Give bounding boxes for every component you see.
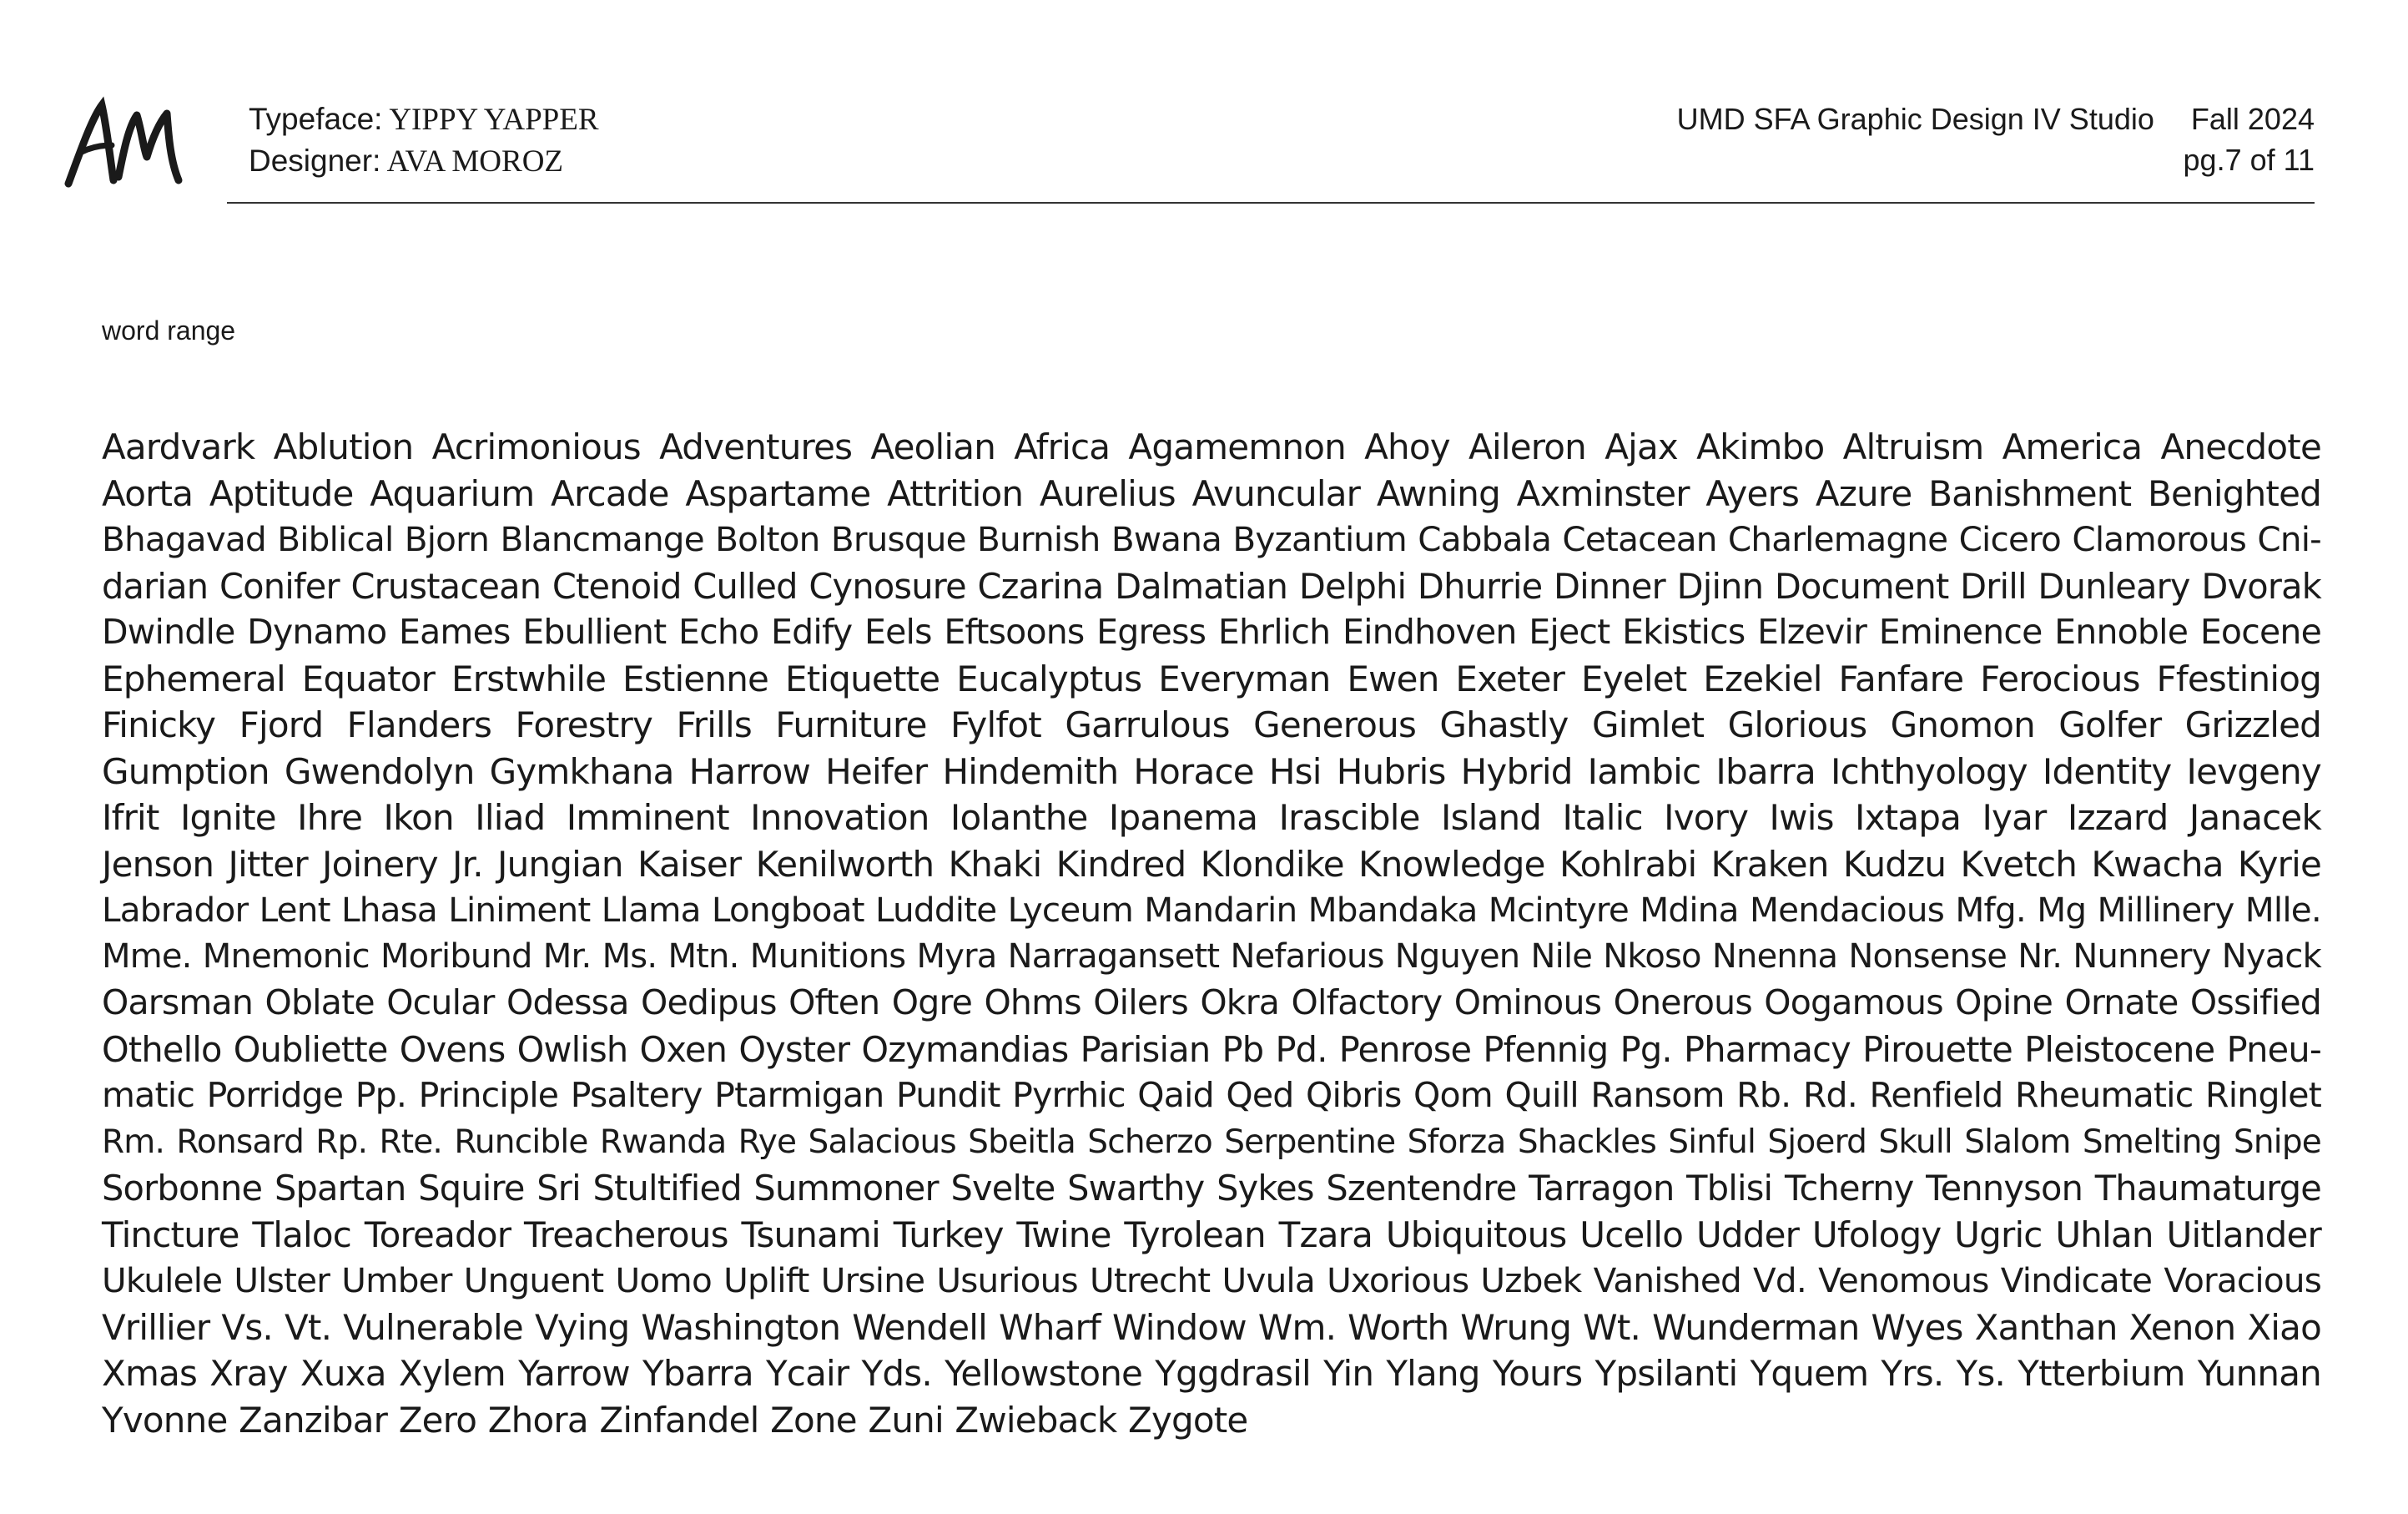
specimen-line: Gumption Gwendolyn Gymkhana Harrow Heifer Hindemith Horace Hsi Hubris Hybrid Iambic Ibarra Ichthyology Identity Ievgeny bbox=[102, 750, 2321, 792]
specimen-line: Jenson Jitter Joinery Jr. Jungian Kaiser Kenilworth Khaki Kindred Klondike Knowledge Kohlrabi Kraken Kudzu Kvetch Kwacha Kyrie bbox=[102, 843, 2321, 885]
specimen-line: Bhagavad Biblical Bjorn Blancmange Bolton Brusque Burnish Bwana Byzantium Cabbala Cetacean Charlemagne Cicero Clamorous Cni- bbox=[102, 519, 2321, 559]
specimen-line: Mme. Mnemonic Moribund Mr. Ms. Mtn. Munitions Myra Narragansett Nefarious Nguyen Nile Nkoso Nnenna Nonsense Nr. Nunnery Nyack bbox=[102, 936, 2321, 976]
specimen-line: Vrillier Vs. Vt. Vulnerable Vying Washington Wendell Wharf Window Wm. Worth Wrung Wt. Wunderman Wyes Xanthan Xenon Xiao bbox=[102, 1306, 2321, 1348]
specimen-line: Ephemeral Equator Erstwhile Estienne Etiquette Eucalyptus Everyman Ewen Exeter Eyelet Ezekiel Fanfare Ferocious Ffestiniog bbox=[102, 658, 2321, 699]
monogram-am-icon bbox=[63, 93, 197, 194]
term: Fall 2024 bbox=[2190, 102, 2315, 136]
page-indicator: pg.7 of 11 bbox=[2183, 143, 2315, 177]
typeface-name: YIPPY YAPPER bbox=[389, 103, 599, 137]
designer-label: Designer: bbox=[249, 144, 381, 178]
header-divider bbox=[227, 202, 2315, 204]
typeface-line bbox=[249, 98, 599, 140]
specimen-line: darian Conifer Crustacean Ctenoid Culled Cynosure Czarina Dalmatian Delphi Dhurrie Dinner Djinn Document Drill Dunleary Dvorak bbox=[102, 565, 2321, 607]
specimen-line: Dwindle Dynamo Eames Ebullient Echo Edify Eels Eftsoons Egress Ehrlich Eindhoven Eject Ekistics Elzevir Eminence Ennoble Eocene bbox=[102, 612, 2321, 652]
specimen-line: Othello Oubliette Ovens Owlish Oxen Oyster Ozymandias Parisian Pb Pd. Penrose Pfennig Pg. Pharmacy Pirouette Pleistocene Pneu- bbox=[102, 1028, 2321, 1070]
specimen-line: Oarsman Oblate Ocular Odessa Oedipus Often Ogre Ohms Oilers Okra Olfactory Ominous Onerous Oogamous Opine Ornate Ossified bbox=[102, 982, 2321, 1022]
typeface-label: Typeface: bbox=[249, 102, 383, 136]
designer-name: AVA MOROZ bbox=[386, 144, 564, 179]
specimen-line: Aardvark Ablution Acrimonious Adventures Aeolian Africa Agamemnon Ahoy Aileron Ajax Akimbo Altruism America Anecdote bbox=[102, 426, 2321, 467]
specimen-line: Labrador Lent Lhasa Liniment Llama Longboat Luddite Lyceum Mandarin Mbandaka Mcintyre Mdina Mendacious Mfg. Mg Millinery Mlle. bbox=[102, 890, 2321, 930]
course-info bbox=[1677, 98, 2315, 180]
section-label: word range bbox=[102, 315, 236, 346]
course-name: UMD SFA Graphic Design IV Studio bbox=[1676, 102, 2154, 136]
specimen-line: Rm. Ronsard Rp. Rte. Runcible Rwanda Rye Salacious Sbeitla Scherzo Serpentine Sforza Shackles Sinful Sjoerd Skull Slalom Smelting Snipe bbox=[102, 1123, 2321, 1161]
specimen-line: Tincture Tlaloc Toreador Treacherous Tsunami Turkey Twine Tyrolean Tzara Ubiquitous Ucello Udder Ufology Ugric Uhlan Uitlander bbox=[102, 1214, 2321, 1255]
specimen-line: Ukulele Ulster Umber Unguent Uomo Uplift Ursine Usurious Utrecht Uvula Uxorious Uzbek Vanished Vd. Venomous Vindicate Voracious bbox=[102, 1260, 2321, 1300]
designer-line bbox=[249, 140, 599, 182]
specimen-line: Finicky Fjord Flanders Forestry Frills Furniture Fylfot Garrulous Generous Ghastly Gimlet Glorious Gnomon Golfer Grizzled bbox=[102, 704, 2321, 745]
specimen-line: Ifrit Ignite Ihre Ikon Iliad Imminent Innovation Iolanthe Ipanema Irascible Island Italic Ivory Iwis Ixtapa Iyar Izzard Janacek bbox=[102, 797, 2321, 838]
specimen-line: Xmas Xray Xuxa Xylem Yarrow Ybarra Ycair Yds. Yellowstone Yggdrasil Yin Ylang Yours Ypsilanti Yquem Yrs. Ys. Ytterbium Yunnan bbox=[102, 1353, 2321, 1394]
course-line bbox=[1677, 98, 2315, 139]
word-range-specimen bbox=[102, 424, 2321, 1443]
specimen-line: matic Porridge Pp. Principle Psaltery Ptarmigan Pundit Pyrrhic Qaid Qed Qibris Qom Quill Ransom Rb. Rd. Renfield Rheumatic Ringlet bbox=[102, 1075, 2321, 1115]
specimen-line: Yvonne Zanzibar Zero Zhora Zinfandel Zone Zuni Zwieback Zygote bbox=[102, 1399, 1248, 1441]
specimen-line: Aorta Aptitude Aquarium Arcade Aspartame Attrition Aurelius Avuncular Awning Axminster Ayers Azure Banishment Benighted bbox=[102, 472, 2321, 514]
designer-monogram-logo bbox=[63, 93, 197, 194]
specimen-line: Sorbonne Spartan Squire Sri Stultified Summoner Svelte Swarthy Sykes Szentendre Tarragon Tblisi Tcherny Tennyson Thaumaturge bbox=[102, 1168, 2321, 1209]
typeface-info bbox=[249, 98, 599, 182]
